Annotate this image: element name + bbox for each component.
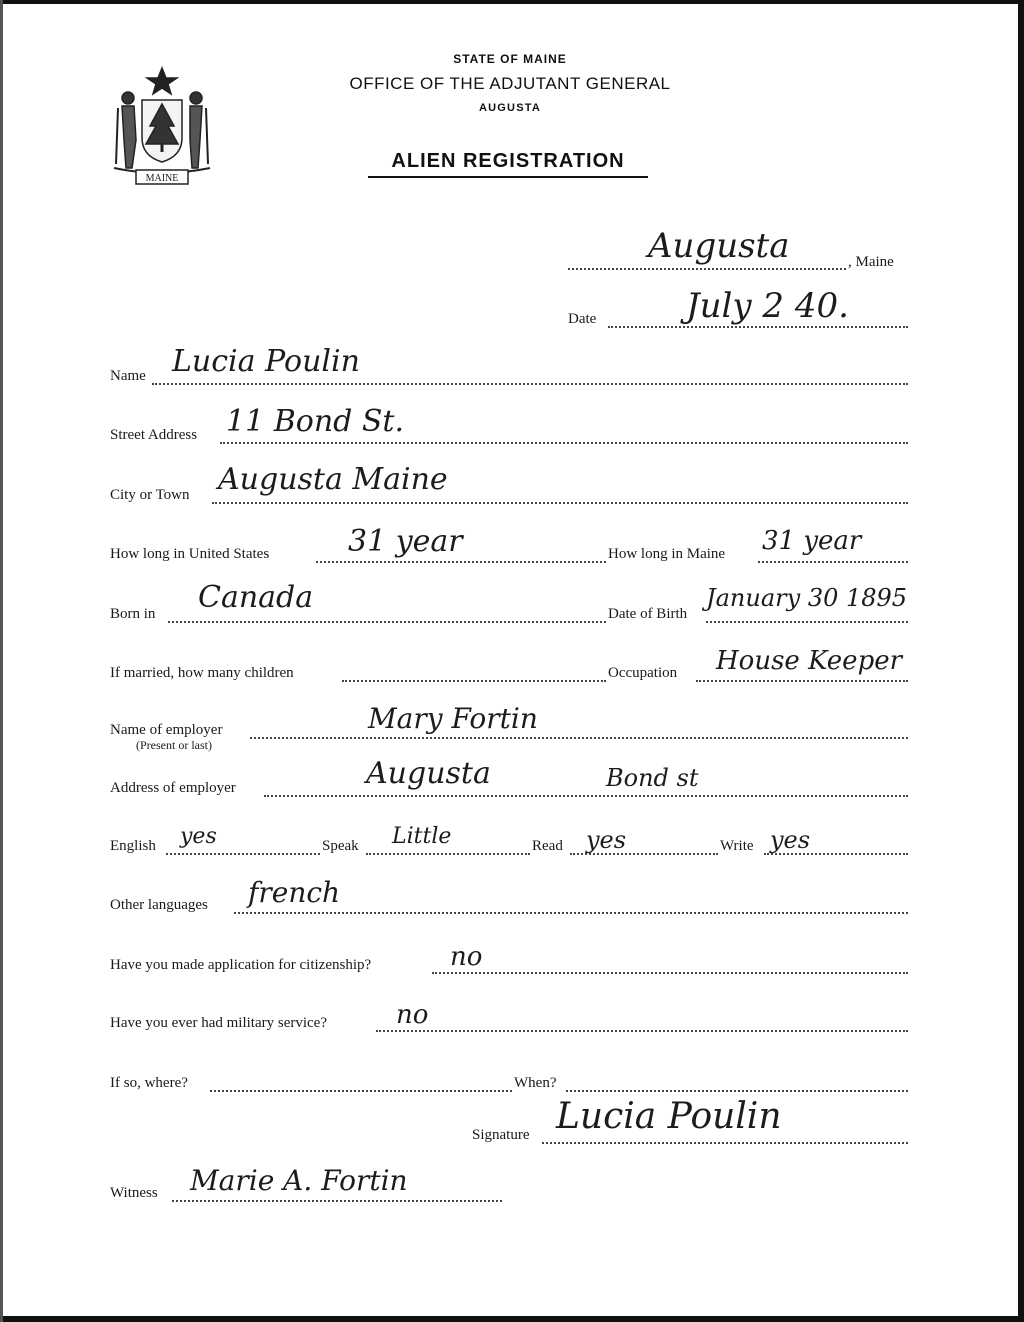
speak-label: Speak [322, 838, 359, 854]
dob-label: Date of Birth [608, 606, 688, 622]
when-label: When? [514, 1075, 557, 1091]
scan-border-right [1018, 0, 1024, 1322]
speak-value: Little [392, 824, 452, 849]
place-value: Augusta [648, 226, 790, 266]
english-value: yes [180, 824, 217, 849]
employer-label: Name of employer [110, 722, 223, 738]
read-label: Read [532, 838, 563, 854]
english-line [166, 853, 320, 855]
occupation-value: House Keeper [716, 646, 903, 676]
name-line [152, 383, 908, 385]
read-value: yes [586, 826, 627, 854]
scan-border-bottom [0, 1316, 1024, 1322]
employer-address-line [264, 795, 908, 797]
place-line [568, 268, 846, 270]
employer-sublabel: (Present or last) [136, 738, 212, 752]
how-long-maine-line [758, 561, 908, 563]
how-long-us-value: 31 year [348, 524, 463, 559]
where-label: If so, where? [110, 1075, 188, 1091]
street-address-label: Street Address [110, 427, 198, 443]
city-line [212, 502, 908, 504]
citizenship-value: no [450, 942, 483, 972]
street-address-value: 11 Bond St. [226, 404, 405, 439]
born-in-value: Canada [198, 580, 314, 615]
witness-label: Witness [110, 1185, 158, 1201]
born-in-line [168, 621, 606, 623]
scan-border-left [0, 0, 3, 1322]
city-label: City or Town [110, 487, 190, 503]
born-in-label: Born in [110, 606, 156, 622]
english-label: English [110, 838, 156, 854]
military-line [376, 1030, 908, 1032]
speak-line [366, 853, 530, 855]
dob-value: January 30 1895 [706, 584, 908, 612]
children-label: If married, how many children [110, 665, 294, 681]
employer-line [250, 737, 908, 739]
witness-line [172, 1200, 502, 1202]
how-long-maine-value: 31 year [762, 526, 862, 556]
place-suffix: , Maine [848, 254, 894, 270]
where-line [210, 1090, 512, 1092]
header-office: OFFICE OF THE ADJUTANT GENERAL [349, 74, 671, 93]
form-title: ALIEN REGISTRATION [368, 150, 648, 178]
signature-value: Lucia Poulin [556, 1096, 782, 1137]
how-long-us-label: How long in United States [110, 546, 270, 562]
citizenship-label: Have you made application for citizenship? [110, 957, 372, 973]
write-label: Write [720, 838, 754, 854]
date-line [608, 326, 908, 328]
seal-banner-text: MAINE [145, 173, 179, 184]
occupation-label: Occupation [608, 665, 678, 681]
street-address-line [220, 442, 908, 444]
name-label: Name [110, 368, 146, 384]
military-value: no [396, 1000, 429, 1030]
date-label: Date [568, 311, 597, 327]
city-value: Augusta Maine [218, 462, 448, 497]
how-long-maine-label: How long in Maine [608, 546, 726, 562]
employer-address-value: Augusta [366, 756, 491, 791]
how-long-us-line [316, 561, 606, 563]
signature-label: Signature [472, 1127, 530, 1143]
citizenship-line [432, 972, 908, 974]
employer-address-value-2: Bond st [606, 764, 699, 792]
military-label: Have you ever had military service? [110, 1015, 327, 1031]
maine-state-seal [108, 64, 216, 190]
name-value: Lucia Poulin [172, 344, 360, 379]
other-languages-label: Other languages [110, 897, 208, 913]
other-languages-line [234, 912, 908, 914]
employer-address-label: Address of employer [110, 780, 236, 796]
header-state: STATE OF MAINE [453, 52, 567, 66]
header-city: AUGUSTA [479, 102, 541, 114]
signature-line [542, 1142, 908, 1144]
when-line [566, 1090, 908, 1092]
children-line [342, 680, 606, 682]
write-value: yes [770, 826, 811, 854]
other-languages-value: french [248, 876, 341, 909]
employer-value: Mary Fortin [368, 702, 538, 735]
witness-value: Marie A. Fortin [190, 1164, 408, 1197]
scan-border-top [0, 0, 1024, 4]
date-value: July 2 40. [686, 286, 849, 326]
dob-line [706, 621, 908, 623]
occupation-line [696, 680, 908, 682]
